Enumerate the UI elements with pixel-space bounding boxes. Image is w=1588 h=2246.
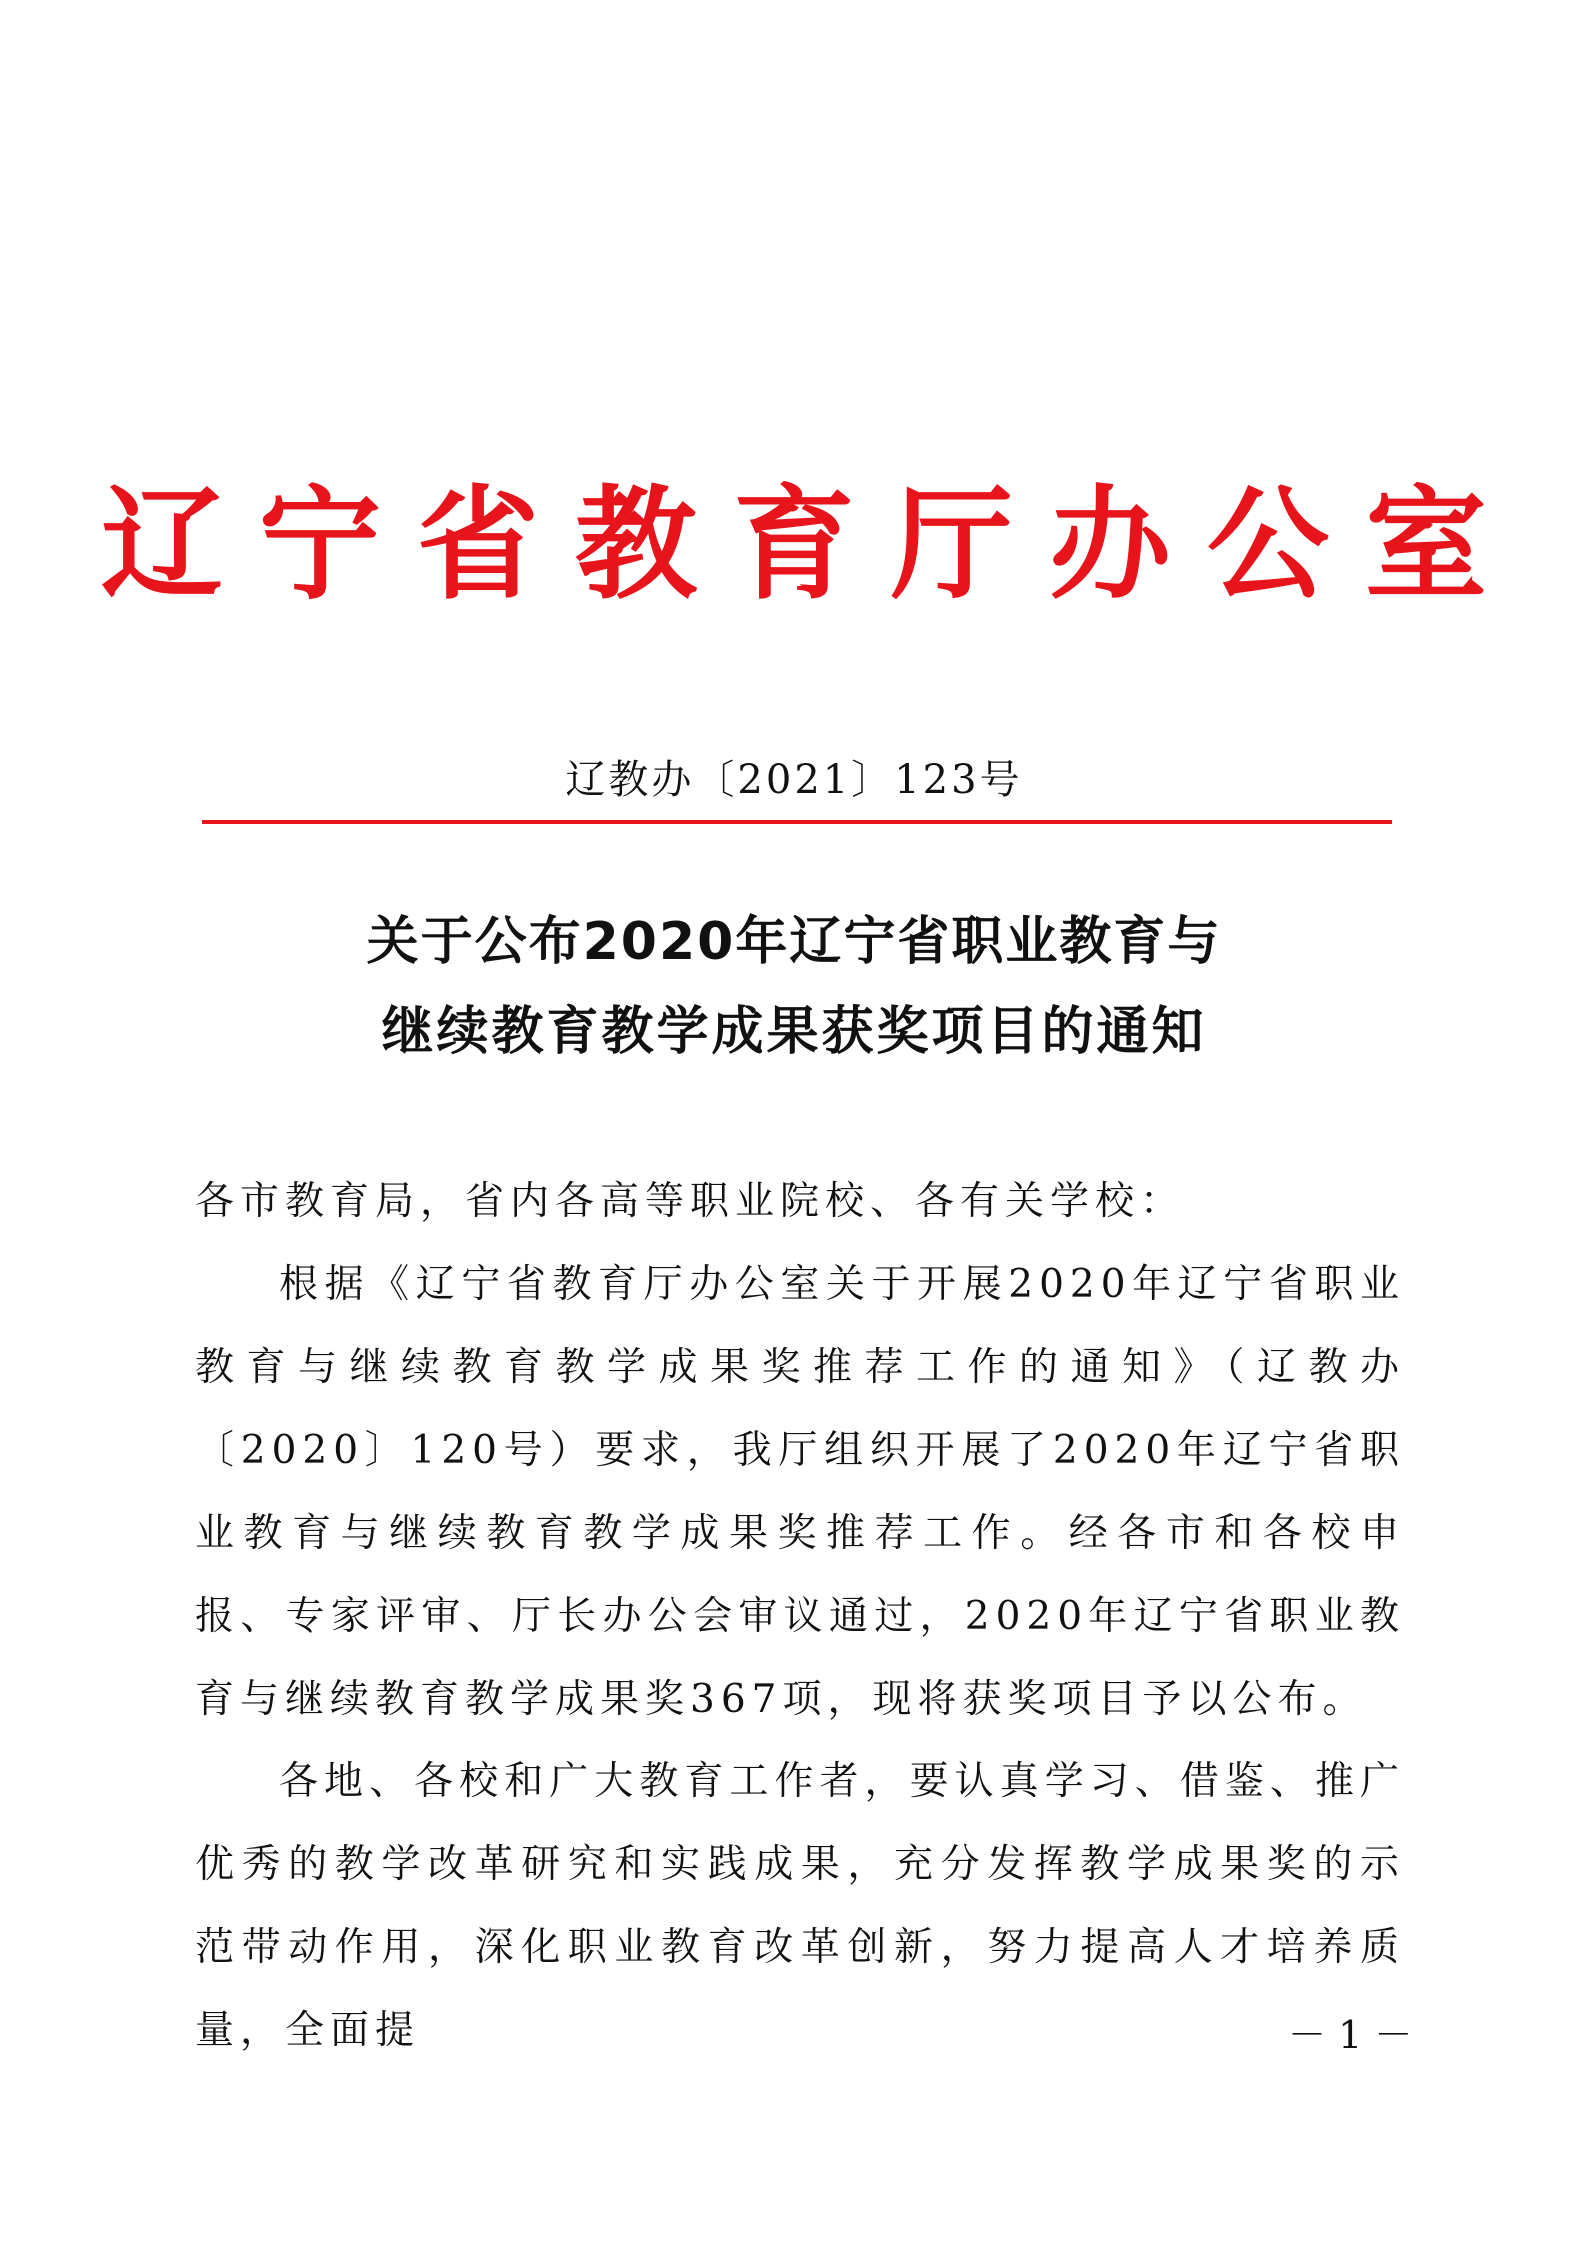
issuing-office-name: 辽宁省教育厅办公室 [101, 474, 1523, 616]
issuing-office-header [0, 470, 1588, 620]
body-paragraph-1: 根据《辽宁省教育厅办公室关于开展2020年辽宁省职业教育与继续教育教学成果奖推荐工作的通知》（辽教办〔2020〕120号）要求，我厅组织开展了2020年辽宁省职业教育与继续教育教学成果奖推荐工作。经各市和各校申报、专家评审、厅长办公会审议通过，2020年辽宁省职业教育与继续教育教学成果奖367项，现将获奖项目予以公布。 [195, 1262, 1405, 1722]
salutation: 各市教育局，省内各高等职业院校、各有关学校： [195, 1179, 1186, 1224]
document-title-line-2: 继续教育教学成果获奖项目的通知 [381, 1002, 1207, 1062]
document-number: 辽教办〔2021〕123号 [565, 757, 1023, 803]
document-title-line-1: 关于公布2020年辽宁省职业教育与 [366, 912, 1222, 972]
body-paragraph-2: 各地、各校和广大教育工作者，要认真学习、借鉴、推广优秀的教学改革研究和实践成果，充分发挥教学成果奖的示范带动作用，深化职业教育改革创新，努力提高人才培养质量，全面提 [195, 1759, 1405, 2053]
red-separator-rule [202, 820, 1392, 824]
page-number: － 1 － [1288, 2013, 1413, 2057]
